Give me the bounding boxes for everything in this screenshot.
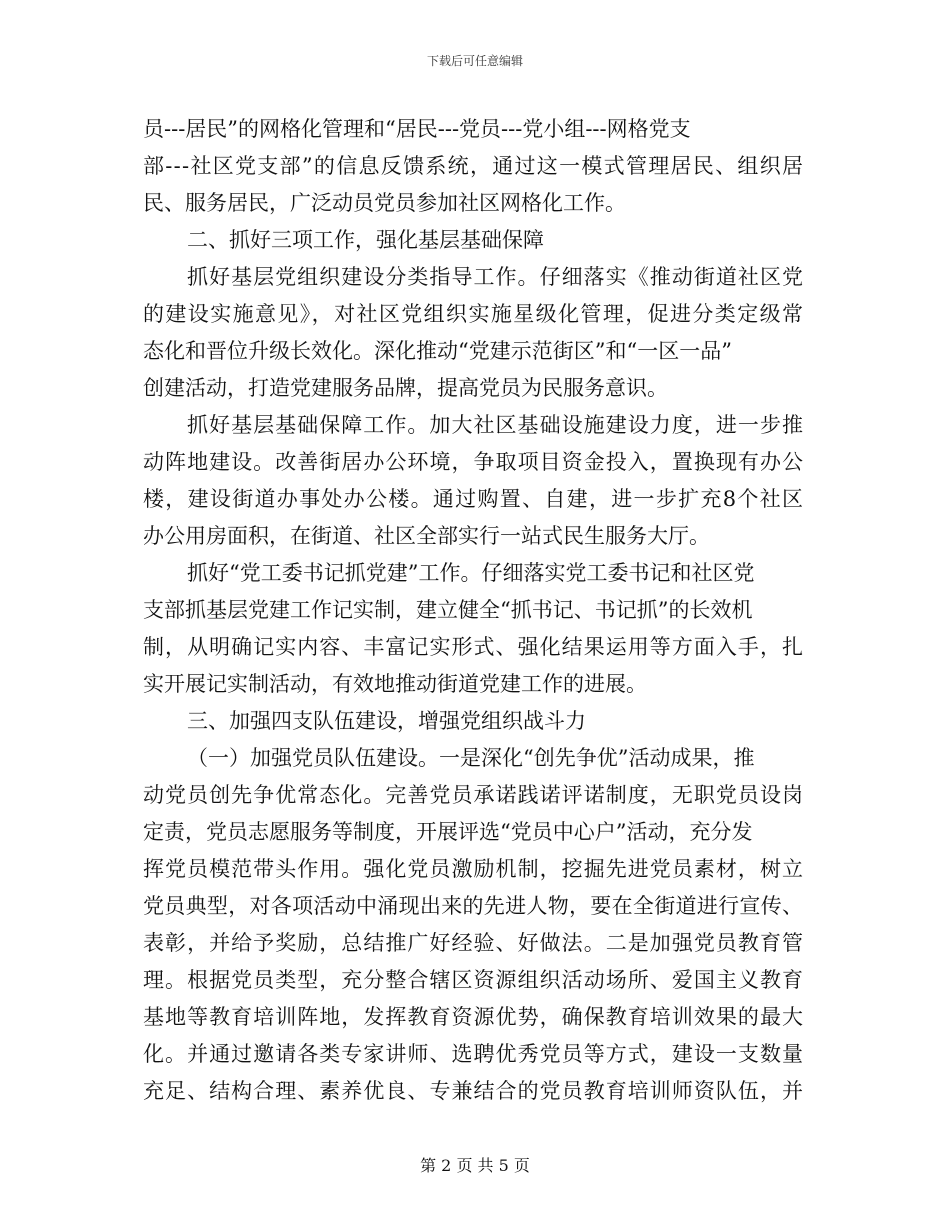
paragraph-line: 充足、结构合理、素养优良、专兼结合的党员教育培训师资队伍，并 (143, 1079, 805, 1103)
paragraph-line: 党员典型，对各项活动中涌现出来的先进人物，要在全街道进行宣传、 (143, 894, 804, 918)
page-footer: 第 2 页 共 5 页 (420, 1156, 530, 1175)
paragraph-line: 民、服务居民，广泛动员党员参加社区网格化工作。 (143, 191, 626, 215)
paragraph-first-line: （一）加强党员队伍建设。一是深化“创先争优”活动成果，推 (187, 746, 755, 770)
paragraph-line: 挥党员模范带头作用。强化党员激励机制，挖掘先进党员素材，树立 (143, 857, 805, 881)
paragraph-line: 的建设实施意见》，对社区党组织实施星级化管理，促进分类定级常 (143, 302, 805, 326)
paragraph-line: 化。并通过邀请各类专家讲师、选聘优秀党员等方式，建设一支数量 (143, 1042, 805, 1066)
paragraph-first-line: 抓好基层党组织建设分类指导工作。仔细落实《推动街道社区党 (187, 265, 805, 289)
paragraph-first-line: 抓好基层基础保障工作。加大社区基础设施建设力度，进一步推 (187, 413, 805, 437)
paragraph-line: 员---居民”的网格化管理和“居民---党员---党小组---网格党支 (143, 117, 691, 141)
paragraph-first-line: 二、抓好三项工作，强化基层基础保障 (187, 228, 544, 252)
page-header: 下载后可任意编辑 (426, 54, 523, 68)
paragraph-line: 定责，党员志愿服务等制度，开展评选“党员中心户”活动，充分发 (143, 820, 753, 844)
paragraph-line: 理。根据党员类型，充分整合辖区资源组织活动场所、爱国主义教育 (143, 968, 805, 992)
paragraph-line: 表彰，并给予奖励，总结推广好经验、好做法。二是加强党员教育管 (143, 931, 805, 955)
paragraph-line: 楼，建设街道办事处办公楼。通过购置、自建，进一步扩充8个社区 (143, 487, 805, 511)
paragraph-first-line: 抓好“党工委书记抓党建”工作。仔细落实党工委书记和社区党 (187, 561, 755, 585)
paragraph-line: 办公用房面积，在街道、社区全部实行一站式民生服务大厅。 (143, 524, 710, 548)
document-body (143, 111, 803, 1110)
paragraph-line: 动阵地建设。改善街居办公环境，争取项目资金投入，置换现有办公 (143, 450, 805, 474)
paragraph-line: 实开展记实制活动，有效地推动街道党建工作的进展。 (143, 672, 647, 696)
paragraph-first-line: 三、加强四支队伍建设，增强党组织战斗力 (187, 709, 586, 733)
paragraph-line: 基地等教育培训阵地，发挥教育资源优势，确保教育培训效果的最大 (143, 1005, 805, 1029)
paragraph-line: 动党员创先争优常态化。完善党员承诺践诺评诺制度，无职党员设岗 (143, 783, 805, 807)
paragraph-line: 支部抓基层党建工作记实制，建立健全“抓书记、书记抓”的长效机 (143, 598, 753, 622)
paragraph-line: 态化和晋位升级长效化。深化推动“党建示范街区”和“一区一品” (143, 339, 732, 363)
paragraph-line: 制，从明确记实内容、丰富记实形式、强化结果运用等方面入手，扎 (143, 635, 805, 659)
paragraph-line: 部---社区党支部”的信息反馈系统，通过这一模式管理居民、组织居 (143, 154, 805, 178)
paragraph-line: 创建活动，打造党建服务品牌，提高党员为民服务意识。 (143, 376, 668, 400)
